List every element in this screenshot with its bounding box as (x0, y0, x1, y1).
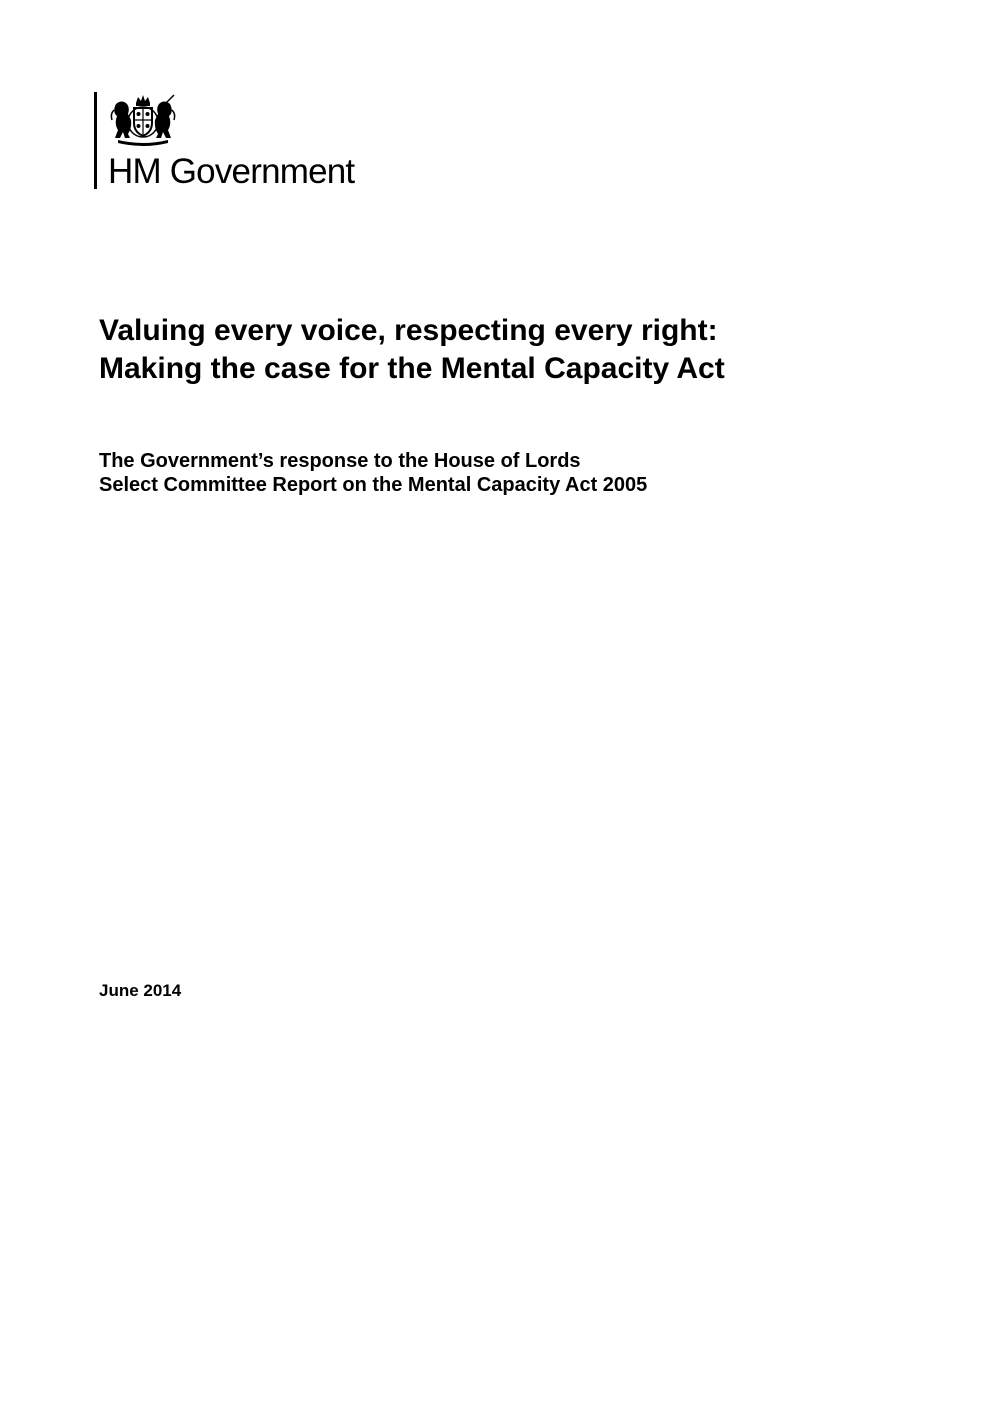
publication-date: June 2014 (99, 981, 182, 1000)
title-line: Making the case for the Mental Capacity Act (99, 352, 725, 385)
logo-divider-rule (94, 92, 97, 189)
document-subtitle (99, 449, 899, 497)
document-title (99, 312, 899, 388)
subtitle-line: Select Committee Report on the Mental Capacity Act 2005 (99, 474, 648, 496)
hm-government-logo (94, 92, 394, 192)
royal-coat-of-arms-icon (108, 94, 178, 146)
subtitle-line: The Government’s response to the House of Lords (99, 450, 581, 472)
organisation-name: HM Government (108, 152, 355, 191)
title-line: Valuing every voice, respecting every right: (99, 314, 718, 347)
